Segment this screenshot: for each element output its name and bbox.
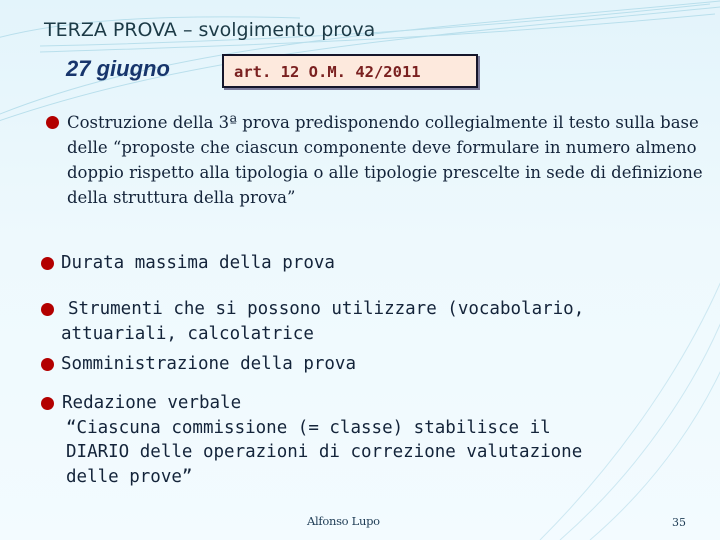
list-item-costruzione: Costruzione della 3ª prova predisponendo collegialmente il testo sulla base delle “proposte che ciascun componente deve formulare in numero almeno doppio rispetto alla tipologia o alle tipologie prescelte in sede di definizione della struttura della prova” (67, 113, 703, 207)
bullet-icon (41, 397, 54, 410)
bullet-icon (41, 257, 54, 270)
slide-date: 27 giugno (66, 56, 170, 81)
footer-page-number: 35 (672, 516, 686, 529)
reference-text: art. 12 O.M. 42/2011 (234, 63, 421, 81)
bullet-icon (41, 358, 54, 371)
list-item-redazione (62, 391, 582, 489)
list-item-line: Durata massima della prova (61, 253, 335, 273)
footer-author: Alfonso Lupo (307, 514, 380, 528)
list-item-durata (61, 251, 335, 276)
list-item-line: delle prove” (66, 466, 193, 487)
bullet-icon (41, 303, 54, 316)
bullet-icon (46, 116, 59, 129)
list-item-strumenti (61, 297, 584, 346)
list-item-line: “Ciascuna commissione (= classe) stabilisce il (66, 417, 551, 438)
list-item-line: attuariali, calcolatrice (61, 323, 314, 344)
list-item-line: Somministrazione della prova (61, 354, 357, 374)
list-item-somministrazione (61, 352, 356, 377)
reference-box (222, 54, 478, 88)
list-item-line: Strumenti che si possono utilizzare (vocabolario, (68, 299, 585, 319)
list-item-line: Redazione verbale (62, 393, 242, 413)
slide-title: TERZA PROVA – svolgimento prova (44, 19, 376, 41)
list-item-line: DIARIO delle operazioni di correzione valutazione (66, 442, 583, 462)
